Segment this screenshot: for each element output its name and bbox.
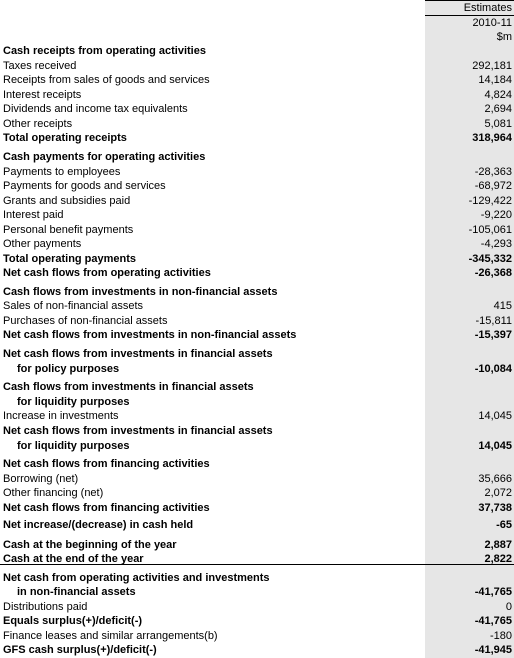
row-label: Payments to employees (3, 166, 121, 178)
row-label: Receipts from sales of goods and services (3, 74, 210, 86)
row-value: -65 (496, 519, 512, 531)
table-row (0, 501, 514, 515)
row-value: -41,765 (474, 615, 512, 627)
row-label: GFS cash surplus(+)/deficit(-) (3, 644, 157, 656)
row-label: Dividends and income tax equivalents (3, 103, 188, 115)
row-label: Interest receipts (3, 89, 82, 101)
table-row (0, 424, 514, 438)
row-label: Personal benefit payments (3, 224, 134, 236)
row-label: for policy purposes (17, 363, 120, 375)
table-row (0, 223, 514, 237)
row-value: 0 (505, 601, 512, 613)
table-row (0, 362, 514, 376)
row-value: -180 (489, 630, 512, 642)
table-row (0, 347, 514, 361)
row-label: for liquidity purposes (17, 396, 130, 408)
row-value: -10,084 (474, 363, 512, 375)
row-label: Payments for goods and services (3, 180, 166, 192)
row-label: Borrowing (net) (3, 473, 79, 485)
row-value: 2,887 (484, 539, 512, 551)
row-value: 292,181 (472, 60, 512, 72)
table-row (0, 165, 514, 179)
row-value: -41,765 (474, 586, 512, 598)
table-row (0, 59, 514, 73)
table-row (0, 518, 514, 532)
table-row (0, 208, 514, 222)
table-row (0, 472, 514, 486)
row-value: 5,081 (484, 118, 512, 130)
row-value: 35,666 (478, 473, 512, 485)
table-row (0, 252, 514, 266)
row-value: 14,184 (478, 74, 512, 86)
table-row (0, 73, 514, 87)
table-row (0, 585, 514, 599)
table-row (0, 552, 514, 566)
row-value: 2,072 (484, 487, 512, 499)
table-row (0, 571, 514, 585)
header-top-rule (425, 0, 514, 1)
row-label: Net cash from operating activities and investments (3, 572, 270, 584)
row-value: -68,972 (474, 180, 512, 192)
row-label: Net increase/(decrease) in cash held (3, 519, 194, 531)
row-label: Net cash flows from financing activities (3, 502, 210, 514)
row-value: 37,738 (478, 502, 512, 514)
table-row (0, 643, 514, 657)
row-value: 415 (493, 300, 512, 312)
table-row (0, 395, 514, 409)
row-label: Other payments (3, 238, 82, 250)
table-row (0, 314, 514, 328)
row-value: -4,293 (480, 238, 512, 250)
header-mid-rule (425, 15, 514, 16)
table-row (0, 44, 514, 58)
row-label: Cash at the beginning of the year (3, 539, 177, 551)
row-label: Net cash flows from operating activities (3, 267, 211, 279)
table-row (0, 439, 514, 453)
row-value: -15,811 (475, 315, 512, 327)
row-label: Interest paid (3, 209, 64, 221)
row-value: 2,822 (484, 553, 512, 565)
row-label: Increase in investments (3, 410, 119, 422)
row-label: Taxes received (3, 60, 77, 72)
row-label: Cash payments for operating activities (3, 151, 206, 163)
column-header-unit: $m (496, 31, 512, 43)
row-value: -345,332 (468, 253, 512, 265)
table-row (0, 380, 514, 394)
row-label: Net cash flows from investments in financial assets (3, 425, 273, 437)
table-row (0, 102, 514, 116)
row-label: Cash flows from investments in non-financial assets (3, 286, 278, 298)
row-value: 14,045 (478, 410, 512, 422)
table-row (0, 179, 514, 193)
row-label: Other financing (net) (3, 487, 104, 499)
row-value: -28,363 (474, 166, 512, 178)
table-row (0, 457, 514, 471)
table-row (0, 131, 514, 145)
row-label: Other receipts (3, 118, 73, 130)
row-label: Net cash flows from financing activities (3, 458, 210, 470)
table-row (0, 409, 514, 423)
table-row (0, 486, 514, 500)
table-row (0, 600, 514, 614)
row-label: Total operating receipts (3, 132, 127, 144)
row-value: 4,824 (484, 89, 512, 101)
row-label: Equals surplus(+)/deficit(-) (3, 615, 143, 627)
row-label: Grants and subsidies paid (3, 195, 131, 207)
row-value: 2,694 (484, 103, 512, 115)
row-value: -15,397 (474, 329, 512, 341)
row-label: Net cash flows from investments in financial assets (3, 348, 273, 360)
column-header-estimates: Estimates (463, 2, 512, 14)
table-row (0, 328, 514, 342)
row-label: Cash receipts from operating activities (3, 45, 206, 57)
table-row (0, 266, 514, 280)
row-label: Cash flows from investments in financial assets (3, 381, 254, 393)
row-value: 318,964 (472, 132, 512, 144)
row-label: Sales of non-financial assets (3, 300, 144, 312)
row-label: Total operating payments (3, 253, 137, 265)
row-value: 14,045 (478, 440, 512, 452)
table-row (0, 237, 514, 251)
table-row (0, 194, 514, 208)
table-row (0, 538, 514, 552)
row-value: -26,368 (474, 267, 512, 279)
row-label: Distributions paid (3, 601, 88, 613)
row-label: Net cash flows from investments in non-financial assets (3, 329, 297, 341)
row-label: Finance leases and similar arrangements(b) (3, 630, 218, 642)
row-value: -105,061 (468, 224, 512, 236)
table-row (0, 299, 514, 313)
row-value: -41,945 (474, 644, 512, 656)
table-row (0, 629, 514, 643)
table-row (0, 88, 514, 102)
row-label: in non-financial assets (17, 586, 136, 598)
column-header-year: 2010-11 (472, 17, 512, 29)
table-row (0, 117, 514, 131)
row-value: -9,220 (480, 209, 512, 221)
table-row (0, 614, 514, 628)
table-row (0, 285, 514, 299)
table-row (0, 150, 514, 164)
row-label: Purchases of non-financial assets (3, 315, 168, 327)
row-label: for liquidity purposes (17, 440, 130, 452)
row-value: -129,422 (468, 195, 512, 207)
row-label: Cash at the end of the year (3, 553, 144, 565)
